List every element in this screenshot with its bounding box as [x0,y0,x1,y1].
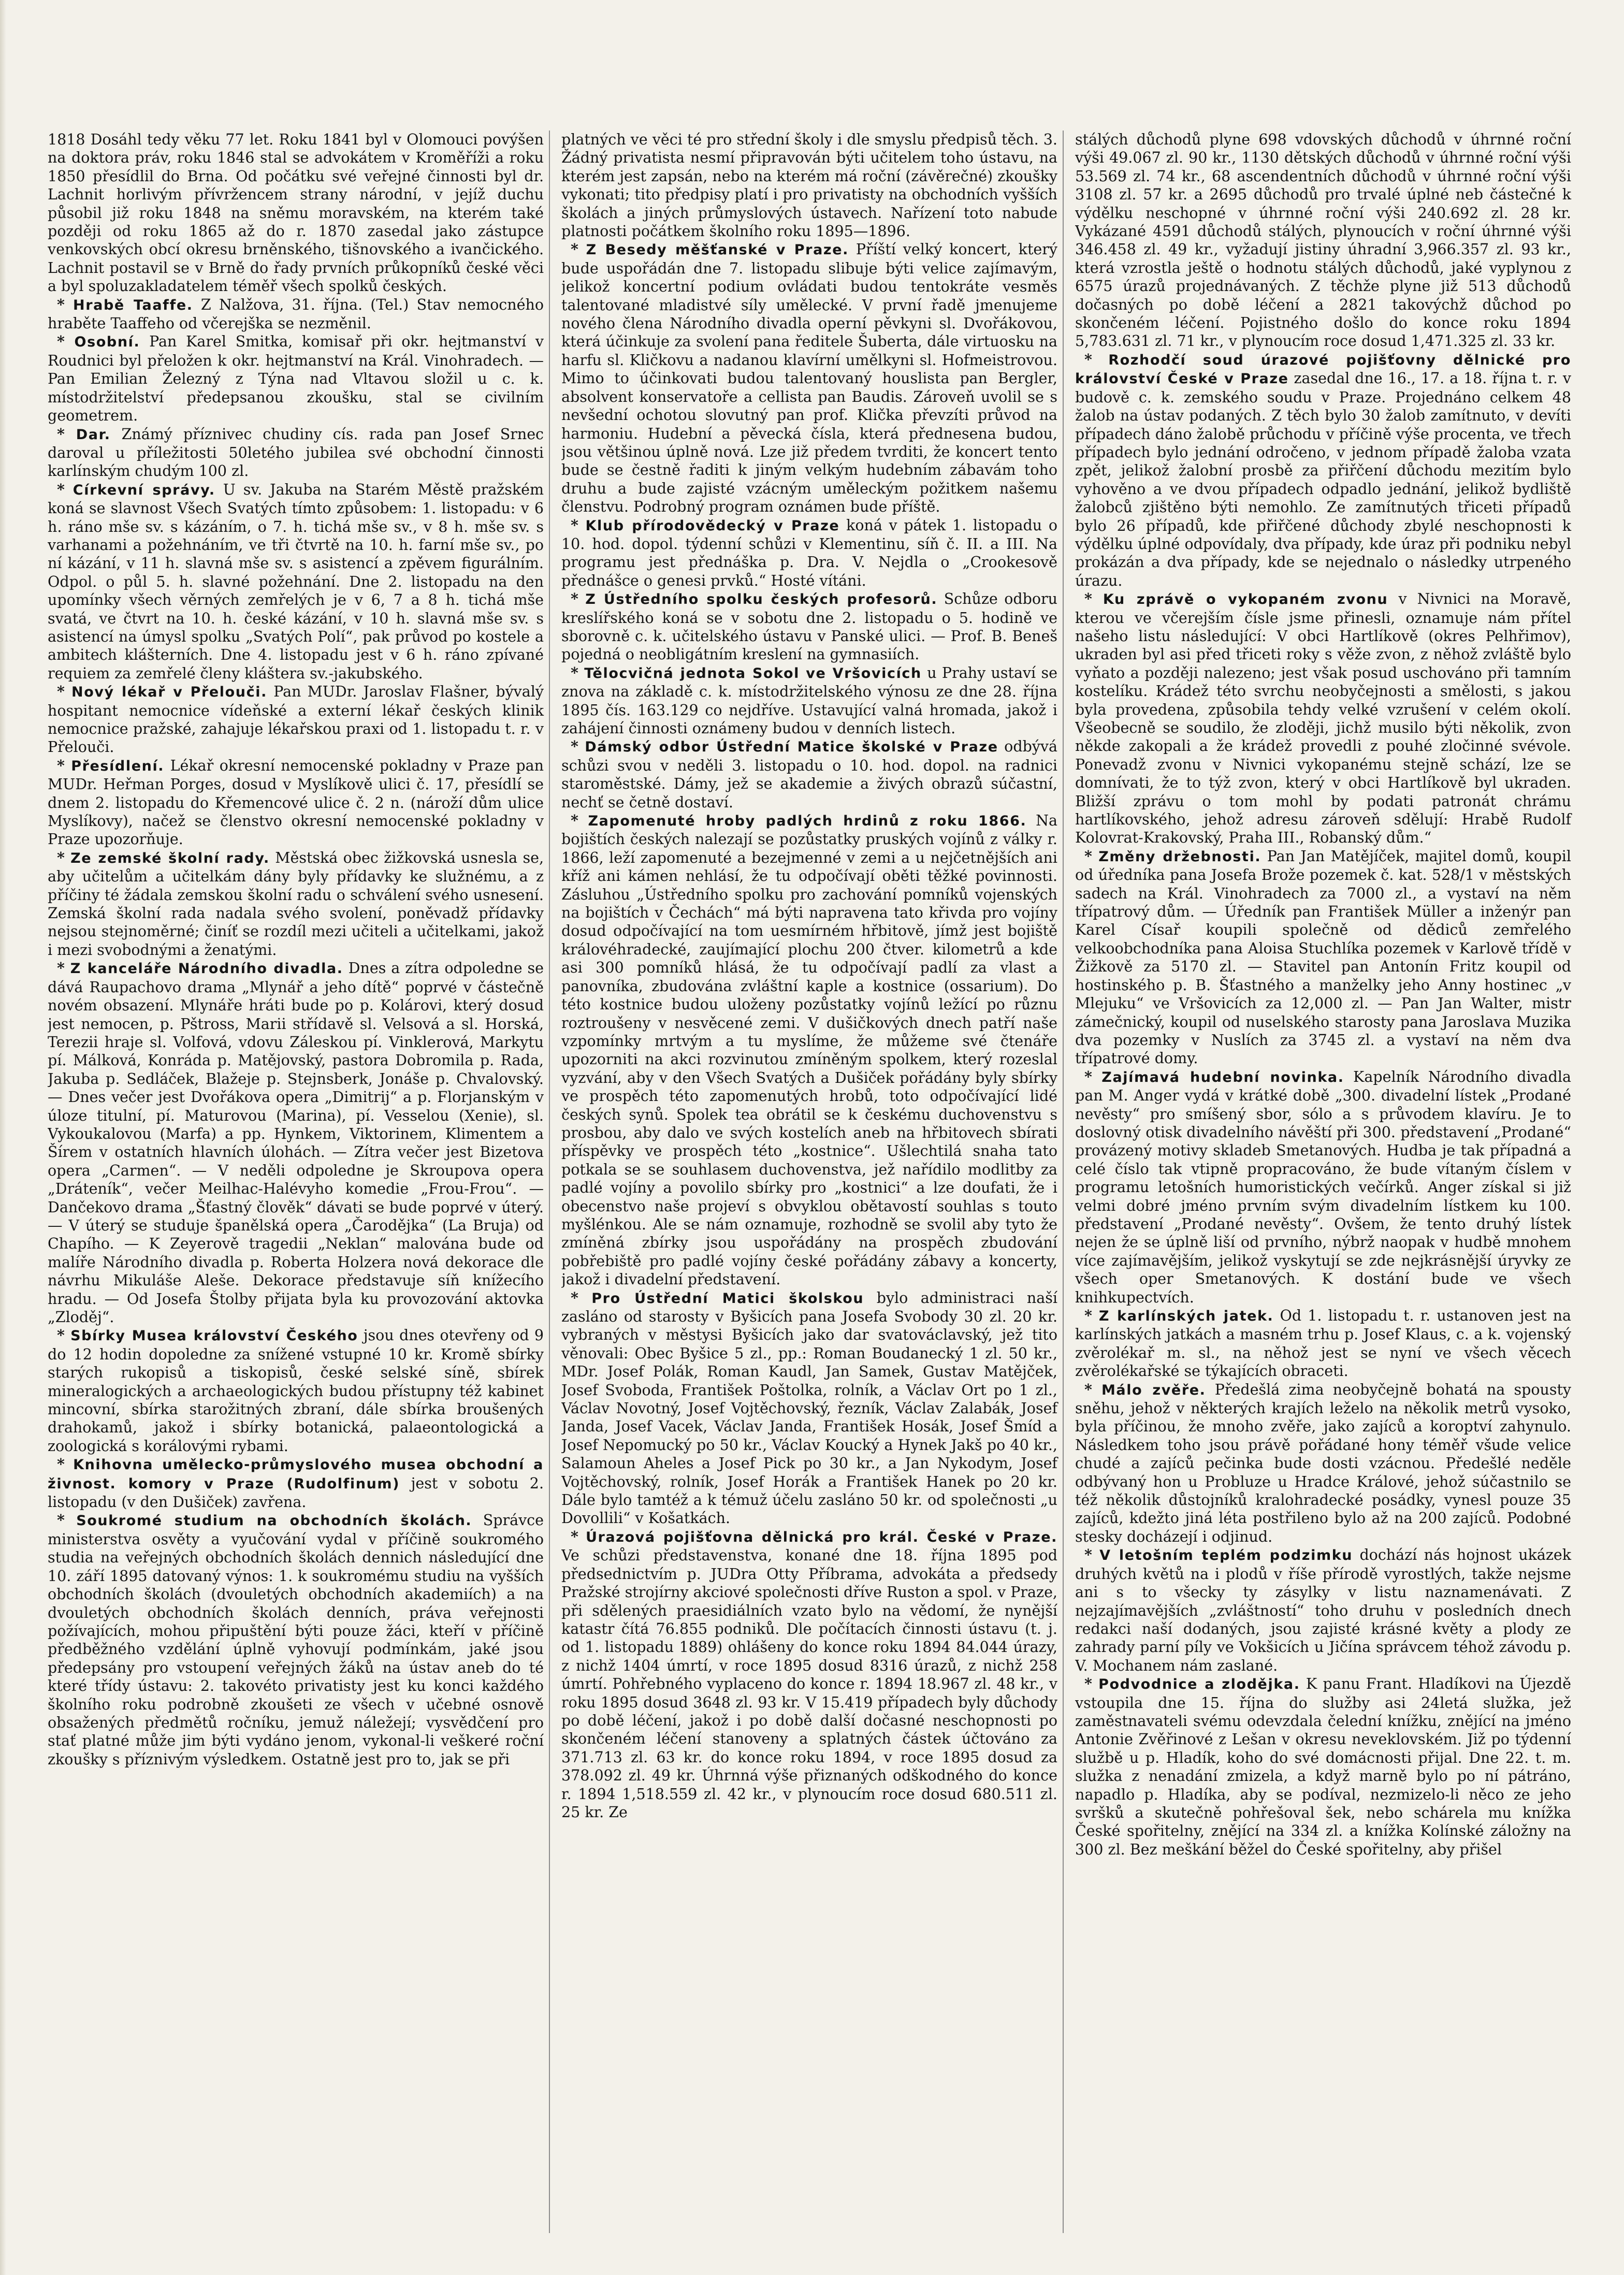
news-text: v Nivnici na Moravě, kterou ve včerejším čísle jsme přinesli, oznamuje nám přítel našeho listu následující: V obci Hartlíkově (okres Pelhřimov), ukraden byl asi před třiceti roky s věže zvon, z něhož zvláště bylo vyňato a později nalezeno; jest však posud uschováno při tamním kostelíku. Krádež této svrchu neobyčejnosti a smělosti, s jakou byla provedena, způsobila tehdy velké vzrušení v celém okolí. Všeobecně se soudilo, že zloději, jichž musilo býti několik, zvon někde zakopali a že krádež provedli z pouhé zločinné svévole. Ponevadž zvonu v Nivnici vykopanému stejně schází, lze se domnívati, že to týž zvon, který v obci Hartlíkově byl ukraden. Bližší zprávu o tom mohl by podati patronát chrámu hartlíkovského, jehož adresu zároveň sdělují: Hrabě Rudolf Kolovrat-Krakovský, Praha III., Robanský dům.“ [1075,590,1572,847]
news-headline: Ze zemské školní rady. [70,850,270,866]
asterisk-marker: * [57,480,73,498]
news-text: stálých důchodů plyne 698 vdovských důchodů v úhrnné roční výši 49.067 zl. 90 kr., 1130 dětských důchodů v úhrnné roční výši 53.569 zl. 74 kr., 68 ascendentních důchodů v úhrnné roční výši 3108 zl. 57 kr. a 2695 důchodů pro trvalé úplné neb částečné k výdělku neschopné v úhrnné roční výši 240.692 zl. 28 kr. Vykázané 4591 důchodů stálých, plynoucích v roční úhrnné výši 346.458 zl. 49 kr., vyžadují jistiny úhradní 3,966.357 zl. 93 kr., která vzrostla ještě o hodnotu stálých důchodů, jaké vyplynou z 6575 úrazů projednávaných. Z těchže plyne již 513 důchodů dočasných po době léčení a 2821 takovýchž důchod po skončeném léčení. Pojistného došlo do konce roku 1894 5,783.631 zl. 71 kr., v plynoucím roce dosud 1,471.325 zl. 33 kr. [1075,131,1571,350]
news-paragraph [1075,1546,1571,1675]
news-text: Schůze odboru kreslířského koná se v sobotu dne 2. listopadu o 5. hodině ve sborovně c. k. učitelského ústavu v Panské ulici. — Prof. B. Beneš pojedná o neobligátním kreslení na gymnasiích. [561,590,1058,663]
news-paragraph [48,683,544,757]
asterisk-marker: * [1084,1546,1100,1564]
news-text: Pan Jan Matějíček, majitel domů, koupil od úředníka pana Josefa Brože pozemek č. kat. 528/1 v městských sadech na Král. Vinohradech za 7000 zl., a vystaví na něm třípatrový dům. — Úředník pan František Müller a inženýr pan Karel Císař koupili společně od dědiců zemřelého velkoobchodníka pana Aloisa Stuchlíka pozemek v Karlově třídě v Žižkově za 5170 zl. — Stavitel pan Antonín Fritz koupil od hostinského p. B. Šťastného a manželky jeho Anny hostinec „v Mlejuku“ ve Vršovicích za 12,000 zl. — Pan Jan Walter, mistr zámečnický, koupil od nuselského starosty pana Jaroslava Muzika dva pozemky v Nuslích za 3745 zl. a vystaví na něm dva třípatrové domy. [1075,847,1571,1067]
news-text: Lékař okresní nemocenské pokladny v Praze pan MUDr. Heřman Porges, dosud v Myslíkově ulici č. 17, přesídlí se dnem 2. listopadu do Křemencové ulice č. 2 n. (nároží dům ulice Myslíkovy), načež se členstvo okresní nemocenské pokladny v Praze upozorňuje. [48,757,544,848]
asterisk-marker: * [1084,847,1099,865]
scan-edge-shadow [0,0,6,2275]
asterisk-marker: * [57,683,72,701]
news-paragraph [48,757,544,849]
news-paragraph [561,1289,1057,1528]
news-text: Předešlá zima neobyčejně bohatá na spousty sněhu, jehož v některých krajích leželo na několik metrů vysoko, byla příčinou, že mnoho zvěře, jako zajíců a koroptví zahynulo. Následkem toho jsou právě pořádané hony téměř všude velice chudé a zajíců pečinka bude dosti vzácnou. Předešlé neděle odbývaný hon u Probluze u Hradce Králové, jehož súčastnilo se též několik důstojníků kralohradecké posádky, vynesl pouze 35 zajíců, kdežto jiná léta postřileno bylo až na 200 zajíců. Podobné stesky docházejí i odjinud. [1075,1381,1572,1545]
news-paragraph [1075,1307,1571,1381]
asterisk-marker: * [57,848,71,866]
asterisk-marker: * [1084,590,1103,608]
news-headline: Dámský odbor Ústřední Matice školské v Praze [585,739,998,756]
asterisk-marker: * [571,812,588,830]
asterisk-marker: * [571,590,586,608]
news-paragraph [48,1326,544,1455]
news-paragraph [1075,1068,1571,1307]
asterisk-marker: * [57,1455,74,1473]
news-headline: Sbírky Musea království Českého [70,1328,358,1344]
news-paragraph [48,959,544,1326]
news-text: odbývá schůzi svou v neděli 3. listopadu o 10. hod. dopol. na radnici staroměstské. Dámy, jež se akademie a živých obrazů súčastní, nechť se četně dostaví. [561,738,1058,811]
asterisk-marker: * [571,240,586,258]
news-paragraph [561,737,1057,812]
news-paragraph [48,332,544,425]
news-headline: Dar. [76,426,111,443]
news-paragraph [1075,590,1571,847]
news-text: u Prahy ustaví se znova na základě c. k. místodržitelského výnosu ze dne 28. října 1895 čís. 163.129 co nejdříve. Ustavující valná hromada, jakož i zahájení činnosti oznámeny budou v denních listech. [561,664,1058,737]
news-headline: Přesídlení. [71,758,165,774]
news-paragraph [48,425,544,481]
asterisk-marker: * [571,1288,592,1307]
asterisk-marker: * [57,1326,71,1344]
news-text: U sv. Jakuba na Starém Městě pražském koná se slavnost Všech Svatých tímto způsobem: 1. listopadu: v 6 h. ráno mše sv. s kázáním, o 7. h. tichá mše sv., v 8 h. mše sv. s varhanami a požehnáním, ve tři čtvrtě na 10. h. farní mše sv., po ní kázání, v 11 h. slavná mše sv. s asistencí a zpěvem figurálním. Odpol. o půl 5. h. slavné požehnání. Dne 2. listopadu na den upomínky všech věrných zemřelých je v 6, 7 a 8 h. tichá mše svatá, ve čtvrt na 10. h. české kázání, v 10 h. slavná mše sv. s asistencí na úmysl spolku „Svatých Polí“, pak průvod po kostele a ambitech klášterních. Dne 4. listopadu jest v 6 h. ráno zpívané requiem za zemřelé členy kláštera sv.-jakubského. [48,481,544,682]
news-headline: Ku zprávě o vykopaném zvonu [1103,591,1388,608]
news-text: Pan MUDr. Jaroslav Flašner, bývalý hospitant nemocnice vídeňské a externí lékař českých klinik nemocnice pražské, zahajuje lékařskou praxi od 1. listopadu t. r. v Přelouči. [48,683,544,756]
news-text: Z Nalžova, 31. října. (Tel.) Stav nemocného hraběte Taaffeho od včerejška se nezměnil. [48,296,544,332]
news-headline: Církevní správy. [72,482,215,498]
news-paragraph [561,516,1057,590]
news-text: 1818 Dosáhl tedy věku 77 let. Roku 1841 byl v Olomouci povýšen na doktora práv, roku 1846 stal se advokátem v Kroměříži a roku 1850 přesídlil do Brna. Od počátku své veřejné činnosti byl dr. Lachnit horlivým přívržencem strany národní, v jejíž duchu působil již roku 1848 na sněmu moravském, na kterém také později od roku 1865 až do r. 1870 zasedal jako zástupce venkovských obcí okresu brněnského, tišnovského a ivančického. Lachnit postavil se v Brně do řady prvních průkopníků české věci a byl spoluzakladatelem téměř všech spolků českých. [48,131,544,295]
asterisk-marker: * [571,737,585,756]
news-paragraph [561,812,1057,1289]
news-paragraph [1075,131,1571,351]
news-headline: Z Ústředního spolku českých profesorů. [585,591,938,608]
news-paragraph [561,590,1057,664]
asterisk-marker: * [57,1511,77,1529]
news-paragraph [1075,1381,1571,1546]
news-text: bylo administraci naší zasláno od starosty v Byšicích pana Josefa Svobody 30 zl. 20 kr. vybraných v městysi Byšicích jako dar svatováclavský, jež tito věnovali: Obec Byšice 5 zl., pp.: Roman Boudanecký 1 zl. 50 kr., MDr. Josef Polák, Roman Kaudl, Jan Samek, Gustav Matějček, Josef Svoboda, František Poštolka, rolník, a Václav Ort po 1 zl., Václav Novotný, Josef Vojtěchovský, řezník, Václav Zalabák, Josef Janda, Josef Vacek, Václav Janda, František Hosák, Josef Šmíd a Josef Nepomucký po 50 kr., Václav Koucký a Hynek Jakš po 40 kr., Salamoun Aheles a Josef Pick po 30 kr., a Jan Nykodym, Josef Vojtěchovský, rolník, Josef Horák a František Hanek po 20 kr. Dále bylo tamtéž a k témuž účelu zasláno 50 kr. od společnosti „u Dovollili“ v Košatkách. [561,1289,1057,1527]
news-text: Správce ministerstva osvěty a vyučování vydal v příčině soukromého studia na veřejných obchodních školách dennich následující dne 10. září 1895 datovaný výnos: 1. k soukromému studiu na vyšších obchodních školách (dvouletých obchodních akademiích) a na dvouletých obchodních školách denních, práva veřejnosti požívajících, mohou připuštění býti pouze žáci, kteří v příčině předběžného vzdělání úplně vyhovují podmínkám, jaké jsou předepsány pro vstoupení veřejných žáků na ústav aneb do té které třídy ústavu: 2. takovéto privatisty jest ku konci každého školního roku podrobně zkoušeti ze všech v učebné osnově obsažených předmětů ročníku, jemuž náležejí; vysvědčení pro stať platné může jim býti vydáno jenom, vykonal-li veškeré roční zkoušky s příznivým výsledkem. Ostatně jest pro to, jak se při [48,1512,544,1768]
asterisk-marker: * [1084,1067,1102,1085]
news-text: Ve schůzi představenstva, konané dne 18. října 1895 pod předsednictvím p. JUDra Otty Příbrama, advokáta a předsedy Pražské strojírny akciové společnosti dříve Ruston a spol. v Praze, při sdělených praesidiálních vzato bylo na vědomí, že nynější katastr čítá 76.855 podniků. Dle počítacích činnosti ústavu (t. j. od 1. listopadu 1889) ohlášeny do konce roku 1894 84.044 úrazy, z nichž 1404 úmrtí, v roce 1895 dosud 8316 úrazů, z nichž 258 úmrtí. Pohřebného vyplaceno do konce r. 1894 18.967 zl. 48 kr., v roku 1895 dosud 3648 zl. 93 kr. V 15.419 případech byly důchody po době léčení, jakož i po době další dočasné neschopnosti po skončeném léčení stanoveny a splatných částek účtováno za 371.713 zl. 63 kr. do konce roku 1894, v roce 1895 dosud za 378.092 zl. 49 kr. Úhrnná výše přiznaných odškodného do konce r. 1894 1,518.559 zl. 42 kr., v plynoucím roce dosud 680.511 zl. 25 kr. Ze [561,1547,1057,1821]
news-headline: Zapomenuté hroby padlých hrdinů z roku 1866. [588,813,1027,830]
news-paragraph [561,1528,1057,1822]
news-headline: V letošním teplém podzimku [1099,1547,1353,1564]
news-headline: Z Besedy měšťanské v Praze. [586,242,849,258]
asterisk-marker: * [1084,1307,1099,1324]
column-2 [561,131,1064,2233]
news-paragraph [1075,351,1571,590]
news-headline: Úrazová pojišťovna dělnická pro král. České v Praze. [585,1529,1057,1545]
news-headline: Tělocvičná jednota Sokol ve Vršovicích [584,665,922,682]
news-headline: Rozhodčí soud úrazové pojišťovny dělnické pro království České v Praze [1075,352,1571,387]
news-headline: Pro Ústřední Matici školskou [591,1290,864,1307]
news-text: Na bojištích českých nalezají se pozůstatky pruských vojínů z války r. 1866, leží zapomenuté a bezejmenné v zemi a u nejčetnějších ani kříž ani kámen nehlásí, že tu odpočívají oběti těžké povinnosti. Zásluhou „Ústředního spolku pro zachování pomníků vojenských na bojištích v Čechách“ má býti napravena tato křivda pro vojíny dosud odpočívající na tom uesmírném hřbitově, jímž jest bojiště královéhradecké, zaujímající plochu 200 čtver. kilometrů a kde asi 300 pomníků hlásá, že tu odpočívají padlí za vlast a panovníka, zbudována zvláštní kaple a kostnice (ossarium). Do této kostnice budou uloženy pozůstatky vojínů ležící po různu roztroušeny v nesvěcené zemi. V dušičkových dnech patří naše vzpomínky mrtvým a tu myslíme, že můžeme své čtenáře upozorniti na akci rozvinutou zmíněným spolkem, který rozeslal vyzvání, aby v den Všech Svatých a Dušiček pořádány byly sbírky ve prospěch této zapomenutých hrobů, toto odpočívající lidé českých synů. Spolek tea obrátil se k českému duchovenstvu s prosbou, aby dalo ve svých kostelích aneb na hřbitovech sbírati příspěvky ve prospěch této „kostnice“. Ušlechtilá snaha tato potkala se se souhlasem duchovenstva, jež nařídilo modlitby za padlé vojíny a povolilo sbírky pro „kostnici“ a lze doufati, že i obecenstvo naše projeví s obvyklou obětavostí souhlas s touto myšlénkou. Ale se nám oznamuje, rozhodně se svolil aby tyto že zmíněná zbírky jsou uspořádány na prospěch zbudování pobřebiště pro padlé vojíny české pořádány zábavy a koncerty, jakož i divadelní představení. [561,812,1057,1288]
news-text: K panu Frant. Hladíkovi na Újezdě vstoupila dne 15. října do služby asi 24letá služka, jež zaměstnavateli svému odevzdala čelední knížku, znějící na jméno Antonie Zvěřinové z Lešan v okresu neveklovském. Již po týdenní službě u p. Hladík, koho do své domácnosti přijal. Dne 22. t. m. služka z nenadání zmizela, a když marně bylo po ní pátráno, napadlo p. Hladíka, aby se podíval, nezmizelo-li něco ze jeho svršků a skutečně pohřešoval šek, nebo schárela mu knížka České spořitelny, znějící na 334 zl. a knížka Kolínské záložny na 300 zl. Bez meškání běžel do České spořitelny, aby přišel [1075,1675,1572,1858]
column-1 [48,131,550,2233]
news-text: Známý příznivec chudiny cís. rada pan Josef Srnec daroval u příležitosti 50letého jubilea své obchodní činnosti karlínským chudým 100 zl. [48,425,544,480]
news-headline: Zajímavá hudební novinka. [1101,1069,1344,1085]
asterisk-marker: * [1084,1380,1101,1398]
news-text: Městská obec žižkovská usnesla se, aby učitelům a učitelkám dány byly přídavky ke služnému, a z příčiny té žádala zemskou školní radu o schválení svého usnesení. Zemská školní rada nadala svého svolení, poněvadž přídavky nejsou stejnoměrné; činíť se rozdíl mezi učiteli a učitelkami, jakož i mezi svobodnými a ženatými. [48,849,544,959]
news-headline: Podvodnice a zlodějka. [1098,1676,1300,1693]
news-headline: Málo zvěře. [1101,1382,1206,1398]
news-headline: Soukromé studium na obchodních školách. [76,1513,472,1529]
news-headline: Z kanceláře Národního divadla. [70,961,343,977]
news-paragraph [48,481,544,683]
news-headline: Změny držebnosti. [1098,848,1262,865]
asterisk-marker: * [1084,1675,1099,1693]
news-paragraph [561,131,1057,240]
news-paragraph [561,240,1057,516]
news-headline: Hrabě Taaffe. [73,297,193,313]
asterisk-marker: * [57,756,71,774]
news-text: Pan Karel Smitka, komisař při okr. hejtmanství v Roudnici byl přeložen k okr. hejtmanství na Král. Vinohradech. — Pan Emilian Železný z Týna nad Vltavou složil u c. k. místodržitelství předepsanou zkoušku, stal se civilním geometrem. [48,333,544,425]
news-text: jsou dnes otevřeny od 9 do 12 hodin dopoledne za snížené vstupné 10 kr. Kromě sbírky starých rukopisů a tiskopisů, české selské síně, sbírek mineralogických a archaeologických budou přístupny též kabinet mincovní, sbírka starožitných zbraní, dále sbírka broušených drahokamů, jakož i sbírky botanická, palaeontologická a zoologická s korálovými rybami. [48,1327,544,1455]
news-text: platných ve věci té pro střední školy i dle smyslu předpisů těch. 3. Žádný privatista nesmí připravován býti učitelem toho ústavu, na kterém jest zapsán, nebo na kterém má roční (závěrečné) zkoušky vykonati; tito předpisy platí i pro privatisty na obchodních vyšších školách a jiných průmyslových ústavech. Nařízení toto nabude platnosti počátkem školního roku 1895—1896. [561,131,1057,240]
asterisk-marker: * [1084,350,1109,368]
column-3 [1075,131,1576,2233]
news-text: Příští velký koncert, který bude uspořádán dne 7. listopadu slibuje býti velice zajímavým, jelikož koncertní podium ovládati budou tentokráte vesměs talentované mladistvé síly umělecké. V první řadě jmenujeme nového člena Národního divadla operní pěvkyni sl. Dvořákovou, která účinkuje za svolení pana ředitele Šuberta, dále virtuosku na harfu sl. Kličkovu a nadanou klavírní umělkyni sl. Hofmeistrovou. Mimo to účinkovati budou talentovaný houslista pan Bergler, absolvent konservatoře a cellista pan Baudis. Zároveň uvolil se s nevšední ochotou slovutný pan prof. Klička převzíti průvod na harmoniu. Hudební a pěvecká čísla, která přednesena budou, jsou většinou úplně nová. Lze již předem tvrditi, že koncert tento bude se čestně řaditi k jiným velkým hudebním zábavám toho druhu a bude zajisté vzácným uměleckým požitkem našemu členstvu. Podrobný program oznámen bude příště. [561,241,1057,516]
news-headline: Z karlínských jatek. [1098,1308,1274,1324]
news-paragraph [48,1455,544,1511]
news-text: jest v sobotu 2. listopadu (v den Dušiček) zavřena. [48,1474,544,1511]
news-text: zasedal dne 16., 17. a 18. října t. r. v budově c. k. zemského soudu v Praze. Projednáno celkem 48 žalob na ústav podaných. Z těch bylo 30 žalob zamítnuto, v devíti případech dáno žalobě průchodu v příčině výše procenta, ve třech případech bylo jednání odročeno, v jednom případě žaloba vzata zpět, jelikož žalobní prosbě za přiřčení důchodu mezitím bylo vyhověno a ve dvou případech odpadlo jednání, jelikož bydliště žalobců zjištěno býti nemohlo. Ze zamítnutých třiceti případů bylo 26 případů, kde přiřčené důchody zbylé neschopnosti k výdělku úplné odpovídaly, dva případy, kde úraz při podniku nebyl prokázán a dva případy, kde se nejednalo o následky utrpeného úrazu. [1075,370,1571,589]
news-headline: Osobní. [74,334,140,351]
newspaper-page [48,131,1576,2233]
column-layout [48,131,1576,2233]
news-paragraph [48,849,544,959]
asterisk-marker: * [571,516,586,534]
asterisk-marker: * [571,1527,586,1545]
news-text: koná v pátek 1. listopadu o 10. hod. dopol. týdenní schůzi v Klementinu, síň č. II. a III. Na programu jest přednáška p. Dra. V. Nejdla o „Crookesově přednášce o genesi prvků.“ Hosté vítáni. [561,516,1058,589]
asterisk-marker: * [57,959,70,977]
news-paragraph [48,1511,544,1769]
news-headline: Nový lékař v Přelouči. [71,684,267,701]
news-text: Od 1. listopadu t. r. ustanoven jest na karlínských jatkách a masném trhu p. Josef Klaus, c. a k. vojenský zvěrolékař m. sl., na něhož jest se nyní ve všech věcech zvěrolékařské se týkajících obraceti. [1075,1307,1571,1380]
news-headline: Knihovna umělecko-průmyslového musea obchodní a živnost. komory v Praze (Rudolfinum) [48,1457,544,1492]
asterisk-marker: * [57,425,76,443]
asterisk-marker: * [57,295,74,313]
news-paragraph [48,296,544,333]
news-text: Dnes a zítra odpoledne se dává Raupachovo drama „Mlynář a jeho dítě“ poprvé v částečně novém obsazení. Mlynáře hráti bude po p. Kolárovi, který dosud jest nemocen, p. Pštross, Marii střídavě sl. Velsová a sl. Horská, Terezii hraje sl. Volfová, vdovu Záleskou pí. Vinklerová, Markytu pí. Málková, Konráda p. Matějovský, pastora Dobromila p. Rada, Jakuba p. Sedláček, Blažeje p. Stejnsberk, Jonáše p. Chvalovský. — Dnes večer jest Dvořákova opera „Dimitrij“ a p. Florjanským v úloze titulní, pí. Maturovou (Marina), pí. Vesselou (Xenie), sl. Vykoukalovou (Marfa) a pp. Hynkem, Viktorinem, Klimentem a Šírem v ostatních hlavních úlohách. — Zítra večer jest Bizetova opera „Carmen“. — V neděli odpoledne je Skroupova opera „Dráteník“, večer Meilhac-Halévyho komedie „Frou-Frou“. — Dančekovo drama „Šťastný člověk“ dávati se bude poprvé v úterý. — V úterý se studuje španělská opera „Čarodějka“ (La Bruja) od Chapího. — K Zeyerově tragedii „Neklan“ malována bude od malíře Národního divadla p. Roberta Holzera nová dekorace dle návrhu Mikuláše Aleše. Dekorace představuje síň knížecího hradu. — Od Josefa Štolby přijata byla ku provozování aktovka „Zloděj“. [48,960,544,1326]
news-paragraph [1075,1675,1571,1859]
news-paragraph [48,131,544,296]
news-text: Kapelník Národního divadla pan M. Anger vydá v krátké době „300. divadelní lístek „Prodané nevěsty“ pro smíšený sbor, sólo a s průvodem klavíru. Je to doslovný otisk divadelního návěští při 300. představení „Prodané“ provázený motivy skladeb Smetanových. Hudba je tak případná a celé číslo tak vtipně propracováno, že bude vítaným číslem v programu letošních humoristických večírků. Anger získal si již velmi dobré jméno prvním svým divadelním lístkem ku 100. představení „Prodané nevěsty“. Ovšem, že tento druhý lístek nejen že se úplně liší od prvního, nýbrž naopak v hudbě mnohem více zajímavějším, jelikož vyskytují se zde nejkrásnější úryvky ze všech oper Smetanových. K dostání bude ve všech knihkupectvích. [1075,1068,1572,1306]
news-paragraph [1075,847,1571,1068]
news-paragraph [561,664,1057,738]
asterisk-marker: * [57,332,75,351]
asterisk-marker: * [571,663,585,682]
news-headline: Klub přírodovědecký v Praze [585,517,840,534]
news-text: dochází nás hojnost ukázek druhých květů na i plodů v říše přírodě vyrostlých, takže nejsme ani s to všecky ty zásylky v listu naznamenávati. Z nejzajímavějších „zvláštností“ toho druhu v posledních dnech redakci naší dodaných, jsou zajisté krásné květy a plody ze zahrady parní píly ve Vokšicích u Jičína správcem téhož závodu p. V. Mochanem nám zaslané. [1075,1546,1571,1674]
